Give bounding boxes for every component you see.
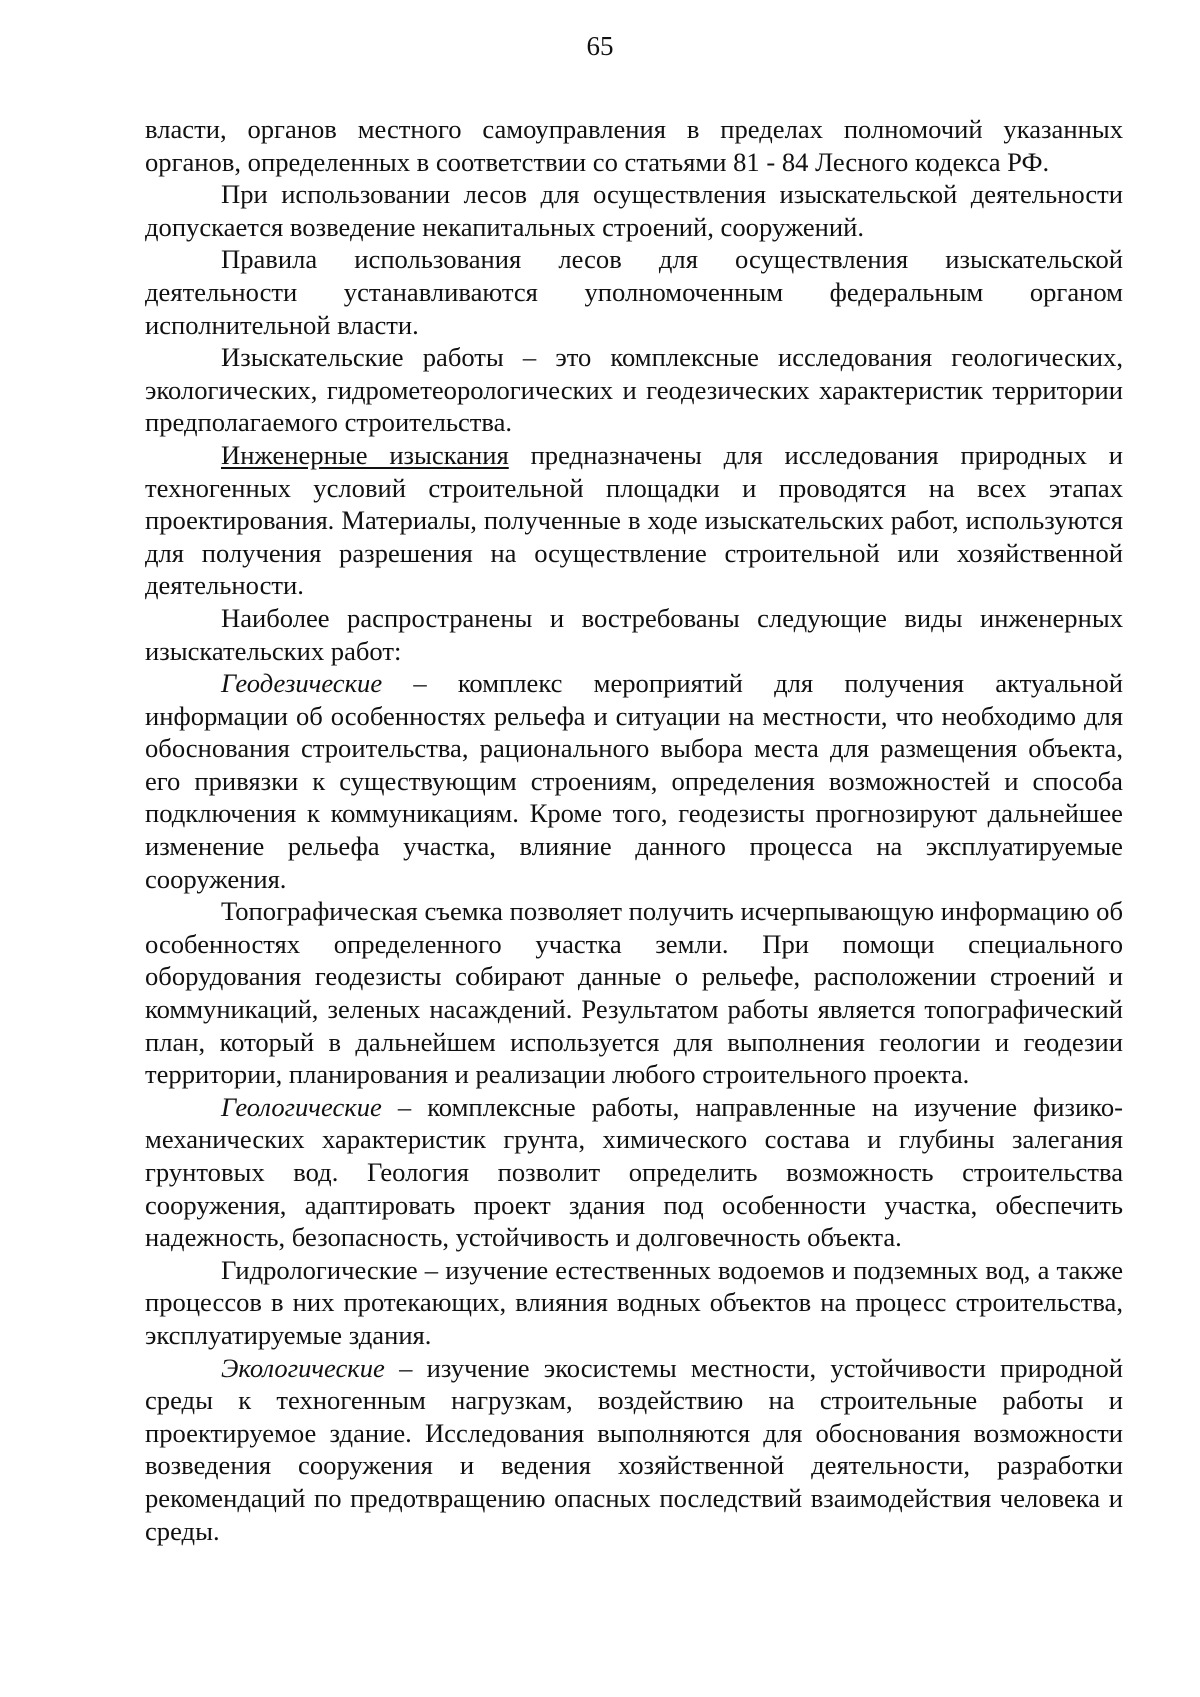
document-body [145,113,1123,1547]
paragraph-text: – комплекс мероприятий для получения актуальной информации об особенностях рельефа и ситуации на местности, что необходимо для обоснования строительства, рационального выбора места для размещения объекта, его привязки к существующим строениям, определения возможностей и способа подключения к коммуникациям. Кроме того, геодезисты прогнозируют дальнейшее изменение рельефа участка, влияние данного процесса на эксплуатируемые сооружения. [145,668,1123,894]
paragraph-hydrological [145,1254,1123,1352]
paragraph-engineering-surveys [145,439,1123,602]
paragraph-rules [145,243,1123,341]
paragraph-forest-use [145,178,1123,243]
paragraph-text: – изучение экосистемы местности, устойчивости природной среды к техногенным нагрузкам, воздействию на строительные работы и проектируемое здание. Исследования выполняются для обоснования возможности возведения сооружения и ведения хозяйственной деятельности, разработки рекомендаций по предотвращению опасных последствий взаимодействия человека и среды. [145,1352,1123,1546]
paragraph-text: При использовании лесов для осуществления изыскательской деятельности допускается возведение некапитальных строений, сооружений. [145,179,1123,242]
term-geological: Геологические [221,1091,382,1122]
paragraph-geological [145,1091,1123,1254]
term-geodetic: Геодезические [221,668,383,699]
paragraph-text: Гидрологические – изучение естественных водоемов и подземных вод, а также процессов в них протекающих, влияния водных объектов на процесс строительства, эксплуатируемые здания. [145,1254,1123,1350]
paragraph-survey-types [145,602,1123,667]
paragraph-text: Топографическая съемка позволяет получить исчерпывающую информацию об особенностях определенного участка земли. При помощи специального оборудования геодезисты собирают данные о рельефе, расположении строений и коммуникаций, зеленых насаждений. Результатом работы является топографический план, который в дальнейшем используется для выполнения геологии и геодезии территории, планирования и реализации любого строительного проекта. [145,896,1123,1090]
paragraph-text: предназначены для исследования природных и техногенных условий строительной площадки и проводятся на всех этапах проектирования. Материалы, полученные в ходе изыскательских работ, используются для получения разрешения на осуществление строительной или хозяйственной деятельности. [145,439,1124,601]
term-engineering-surveys: Инженерные изыскания [221,439,509,470]
paragraph-geodetic [145,667,1123,895]
paragraph-ecological [145,1352,1123,1548]
paragraph-survey-definition [145,341,1123,439]
paragraph-text: – комплексные работы, направленные на изучение физико-механических характеристик грунта, химического состава и глубины залегания грунтовых вод. Геология позволит определить возможность строительства сооружения, адаптировать проект здания под особенности участка, обеспечить надежность, безопасность, устойчивость и долговечность объекта. [145,1091,1123,1253]
page-number: 65 [586,31,614,61]
paragraph-text: Наиболее распространены и востребованы следующие виды инженерных изыскательских работ: [145,602,1123,666]
paragraph-text: Правила использования лесов для осуществления изыскательской деятельности устанавливаются уполномоченным федеральным органом исполнительной власти. [145,244,1123,340]
term-ecological: Экологические [221,1352,385,1383]
paragraph-text: Изыскательские работы – это комплексные исследования геологических, экологических, гидрометеорологических и геодезических характеристик территории предполагаемого строительства. [145,342,1123,438]
paragraph-text: власти, органов местного самоуправления в пределах полномочий указанных органов, определенных в соответствии со статьями 81 - 84 Лесного кодекса РФ. [145,114,1123,177]
paragraph-topographic [145,895,1123,1091]
paragraph-continuation [145,113,1123,178]
